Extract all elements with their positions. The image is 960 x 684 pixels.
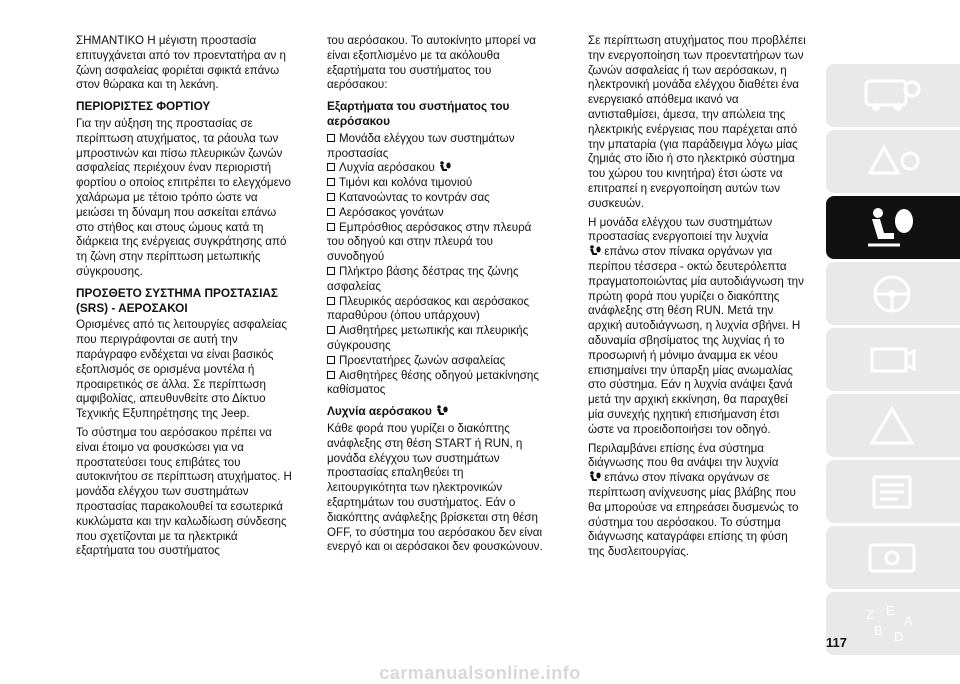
list-item: Πλευρικός αερόσακος και αερόσακος παραθύρου (όπου υπάρχουν) [327, 294, 530, 323]
specs-icon [860, 469, 924, 515]
list-item: Αισθητήρες μετωπικής και πλευρικής σύγκρουσης [327, 324, 529, 352]
warning-light-icon [860, 139, 924, 185]
car-info-icon [860, 73, 924, 119]
checkbox-bullet-icon [327, 208, 335, 216]
index-icon [860, 601, 924, 647]
list-item: Αισθητήρες θέσης οδηγού μετακίνησης καθίσματος [327, 368, 539, 397]
paragraph: Η μονάδα ελέγχου των συστημάτων προστασίας ενεργοποιεί την λυχνία επάνω στον πίνακα οργάνων για περίπου τέσσερα - οκτώ δευτερόλεπτα πραγματοποιώντας μία αυτοδιάγνωση την πρώτη φορά που γυρίζει ο διακόπτης ανάφλεξης στη θέση RUN. Μετά την αρχική αυτοδιάγνωση, η λυχνία σβήνει. Η αδυναμία σβησίματος της λυχνίας ή το προσωρινή ή μόνιμο άναμμα εκ νέου επισημαίνει την ύπαρξη μίας ανωμαλίας στο σύστημα. Εάν η λυχνία ανάψει ξανά μετά την αρχική εκκίνηση, θα παραχθεί μία συνεχής ηχητική επισήμανση έτσι ώστε να προειδοποιήσει τον οδηγό. [588, 215, 804, 436]
paragraph: Για την αύξηση της προστασίας σε περίπτωση ατυχήματος, τα ράουλα των μπροστινών και πίσω πλευρικών ζωνών ασφαλείας περιέχουν έναν περιοριστή φορτίου ο οποίος επιτρέπει το ελεγχόμενο χαλάρωμα με τέτοιο τρόπο ώστε να μειώσει τη δύναμη που ασκείται επάνω στο στήθος και στους ώμους κατά τη διάρκεια της ενέργειας συγκράτησης από τη ζώνη στην περίπτωση μετωπικής σύγκρουσης. [76, 116, 292, 278]
svg-text:D: D [894, 629, 904, 644]
airbag-icon [860, 205, 924, 251]
section-heading-components: Εξαρτήματα του συστήματος του αερόσακου [327, 99, 510, 128]
svg-text:B: B [874, 623, 883, 638]
tab-driving[interactable] [826, 262, 960, 325]
list-item: Εμπρόσθιος αερόσακος στην πλευρά του οδηγού και στην πλευρά του συνοδηγού [327, 220, 532, 264]
watermark: carmanualsonline.info [379, 663, 581, 683]
list-item: Λυχνία αερόσακου [327, 161, 545, 176]
paragraph: του αερόσακου. Το αυτοκίνητο μπορεί να είναι εξοπλισμένο με τα ακόλουθα εξαρτήματα του συστήματος του αερόσακου: [327, 34, 536, 92]
tab-specifications[interactable] [826, 460, 960, 523]
paragraph: Το σύστημα του αερόσακου πρέπει να είναι έτοιμο να φουσκώσει για να προστατεύσει τους επιβάτες του αυτοκινήτου σε περίπτωση ατυχήματος. Η μονάδα ελέγχου των συστημάτων προστασίας παρακολουθεί τα εσωτερικά κυκλώματα και την καλωδίωση σύνδεσης που σχετίζονται με τα ηλεκτρικά εξαρτήματα του συστήματος [76, 425, 292, 558]
multimedia-icon [860, 535, 924, 581]
checkbox-bullet-icon [327, 356, 335, 364]
text-column-1 [76, 34, 294, 563]
airbag-warning-icon [588, 245, 601, 257]
checkbox-bullet-icon [327, 297, 335, 305]
section-heading-load-limiters: ΠΕΡΙΟΡΙΣΤΕΣ ΦΟΡΤΙΟΥ [76, 99, 211, 114]
tab-emergency[interactable] [826, 394, 960, 457]
airbag-warning-icon [588, 471, 601, 483]
tab-safety[interactable] [826, 196, 960, 259]
tab-car-info[interactable] [826, 64, 960, 127]
engine-service-icon [860, 337, 924, 383]
tab-multimedia[interactable] [826, 526, 960, 589]
list-item: Κατανοώντας το κοντράν σας [327, 191, 545, 206]
svg-text:Z: Z [866, 607, 874, 622]
list-item: Αερόσακος γονάτων [327, 206, 545, 221]
tab-warning-lights[interactable] [826, 130, 960, 193]
list-item: Πλήκτρο βάσης δέστρας της ζώνης ασφαλείας [327, 264, 519, 293]
paragraph: Σε περίπτωση ατυχήματος που προβλέπει την ενεργοποίηση των προεντατήρων των ζωνών ασφαλείας ή των αερόσακων, η ηλεκτρονική μονάδα ελέγχου διαθέτει ένα ενεργειακό απόθεμα ικανό να αντισταθμίσει, άμεσα, την απώλεια της ηλεκτρικής ενέργειας που παρέχεται από την μπαταρία (για παράδειγμα λόγω μίας ζημιάς στο ίδιο ή στο ηλεκτρικό σύστημα του χώρου του κινητήρα) έτσι ώστε να επιτραπεί η ενεργοποίηση αυτών των συσκευών. [588, 34, 806, 210]
checkbox-bullet-icon [327, 163, 335, 171]
svg-text:E: E [886, 603, 895, 618]
section-heading-srs: ΠΡΟΣΘΕΤΟ ΣΥΣΤΗΜΑ ΠΡΟΣΤΑΣΙΑΣ (SRS) - ΑΕΡΟΣΑΚΟΙ [76, 285, 278, 315]
checkbox-bullet-icon [327, 134, 335, 142]
chapter-tabs [826, 64, 960, 654]
text-column-2 [327, 34, 545, 559]
checkbox-bullet-icon [327, 371, 335, 379]
steering-wheel-icon [860, 271, 924, 317]
page-number: 117 [826, 635, 847, 650]
tab-service[interactable] [826, 328, 960, 391]
airbag-warning-icon [435, 405, 448, 417]
important-note: ΣΗΜΑΝΤΙΚΟ Η μέγιστη προστασία επιτυγχάνεται από τον προεντατήρα αν η ζώνη ασφαλείας φοριέται σφικτά επάνω στον θώρακα και τη λεκάνη. [76, 34, 286, 92]
checkbox-bullet-icon [327, 326, 335, 334]
checkbox-bullet-icon [327, 267, 335, 275]
paragraph: Κάθε φορά που γυρίζει ο διακόπτης ανάφλεξης στη θέση START ή RUN, η μονάδα ελέγχου των συστημάτων προστασίας επαληθεύει τη λειτουργικότητα των ηλεκτρονικών εξαρτημάτων του συστήματος. Εάν ο διακόπτης ανάφλεξης βρίσκεται στη θέση OFF, το σύστημα του αερόσακου δεν είναι ενεργό και οι αερόσακοι δεν φουσκώνουν. [327, 421, 543, 554]
text-column-3 [588, 34, 806, 564]
list-item: Μονάδα ελέγχου των συστημάτων προστασίας [327, 131, 515, 160]
svg-text:A: A [904, 613, 913, 628]
hazard-icon [860, 403, 924, 449]
paragraph: Περιλαμβάνει επίσης ένα σύστημα διάγνωσης που θα ανάψει την λυχνία επάνω στον πίνακα οργάνων σε περίπτωση ανίχνευσης μίας βλάβης που θα μπορούσε να επηρεάσει δυσμενώς το σύστημα του αερόσακου. Το σύστημα διάγνωσης καταγράφει επίσης τη φύση της δυσλειτουργίας. [588, 441, 799, 559]
list-item: Προεντατήρες ζωνών ασφαλείας [327, 354, 545, 369]
paragraph: Ορισμένες από τις λειτουργίες ασφαλείας που περιγράφονται σε αυτή την παράγραφο ενδέχεται να είναι βασικός εξοπλισμός σε ορισμένα μοντέλα ή προαιρετικός σε άλλα. Σε περίπτωση αμφιβολίας, απευθυνθείτε στο Δίκτυο Τεχνικής Εξυπηρέτησης της Jeep. [76, 318, 287, 421]
checkbox-bullet-icon [327, 223, 335, 231]
airbag-warning-icon [438, 161, 451, 173]
checkbox-bullet-icon [327, 178, 335, 186]
list-item: Τιμόνι και κολόνα τιμονιού [327, 176, 545, 191]
section-heading-airbag-light: Λυχνία αερόσακου [327, 404, 545, 419]
checkbox-bullet-icon [327, 193, 335, 201]
